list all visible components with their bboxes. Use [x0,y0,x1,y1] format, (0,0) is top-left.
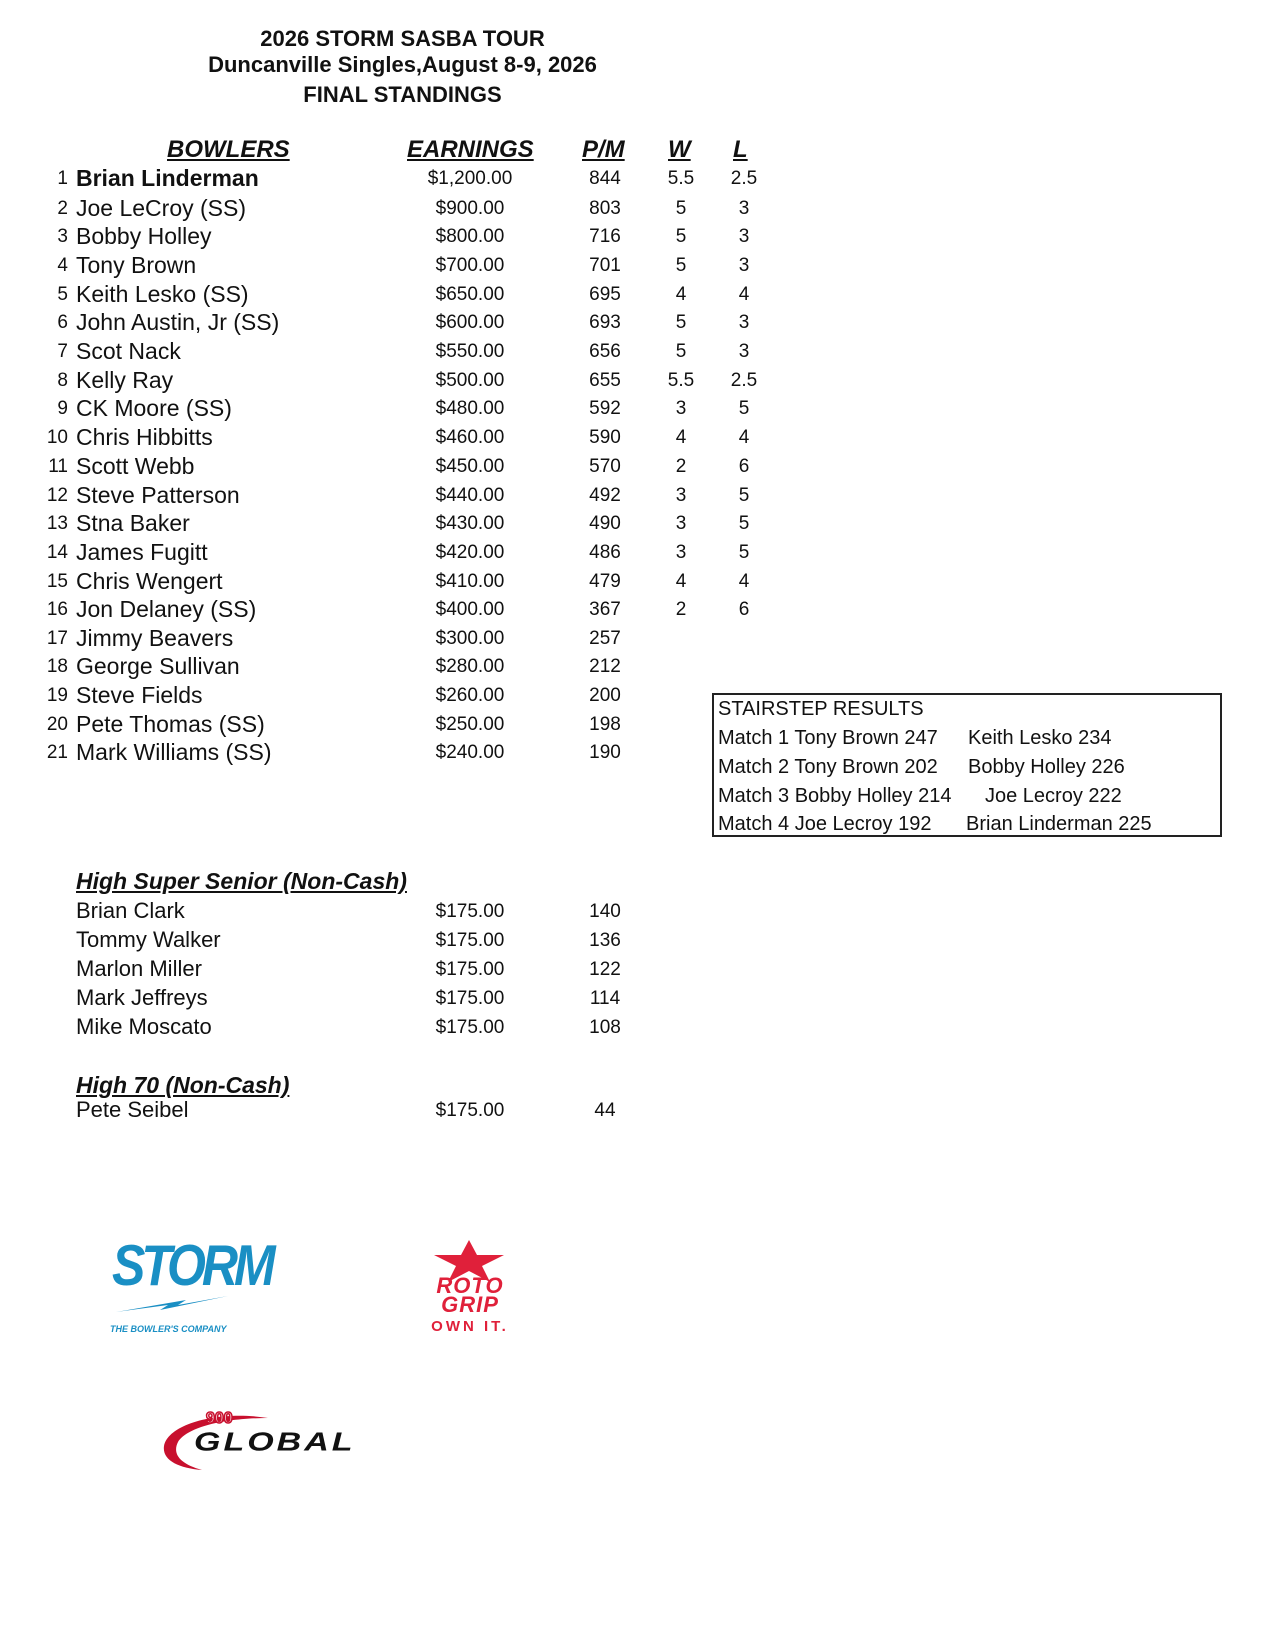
table-row [0,252,800,281]
table-row [0,281,800,310]
bowler-name: Brian Linderman [76,165,259,191]
rank-cell: 10 [46,427,68,448]
bowler-name: Steve Patterson [76,482,240,508]
column-header-bowlers: BOWLERS [167,136,290,163]
pm-cell: 198 [589,714,621,735]
earnings-cell: $500.00 [435,370,505,391]
earnings-cell: $175.00 [435,930,505,951]
losses-cell: 2.5 [730,370,758,391]
losses-cell: 5 [738,485,750,506]
bowler-name: Tony Brown [76,252,197,278]
storm-wordmark: STORM [112,1233,272,1298]
wins-cell: 3 [675,513,687,534]
column-header-w: W [668,136,691,163]
pm-cell: 590 [589,427,621,448]
losses-cell: 5 [738,542,750,563]
rank-cell: 18 [46,656,68,677]
rank-cell: 11 [48,456,68,477]
column-header-pm: P/M [582,136,625,163]
table-row [0,625,800,654]
global-wordmark: GLOBAL [194,1428,356,1457]
earnings-cell: $1,200.00 [427,168,513,189]
earnings-cell: $175.00 [435,959,505,980]
pm-cell: 695 [589,284,621,305]
rotogrip-line2: GRIP [441,1292,499,1317]
wins-cell: 4 [675,571,687,592]
table-row [0,453,800,482]
list-item [0,1097,700,1126]
earnings-cell: $450.00 [435,456,505,477]
global-number: 900 [206,1410,233,1427]
bowler-name: Tommy Walker [76,927,221,952]
match-4-left: Match 4 Joe Lecroy 192 [718,813,932,835]
bowler-name: Jimmy Beavers [76,625,234,651]
table-row [0,711,800,740]
table-row [0,395,800,424]
earnings-cell: $650.00 [435,284,505,305]
losses-cell: 3 [738,226,750,247]
wins-cell: 5 [675,255,687,276]
earnings-cell: $420.00 [435,542,505,563]
wins-cell: 5 [675,341,687,362]
bowler-name: Pete Thomas (SS) [76,711,265,737]
wins-cell: 2 [675,456,687,477]
earnings-cell: $600.00 [435,312,505,333]
pm-cell: 190 [589,742,621,763]
pm-cell: 656 [589,341,621,362]
rank-cell: 9 [57,398,68,419]
losses-cell: 3 [738,255,750,276]
table-row [0,482,800,511]
rank-cell: 3 [57,226,68,247]
pm-cell: 212 [589,656,621,677]
wins-cell: 5 [675,198,687,219]
pm-cell: 122 [589,959,621,980]
rank-cell: 7 [57,341,68,362]
bowler-name: Scott Webb [76,453,195,479]
wins-cell: 2 [675,599,687,620]
bowler-name: Mark Jeffreys [76,985,208,1010]
bowler-name: Scot Nack [76,338,181,364]
bowler-name: Mark Williams (SS) [76,739,272,765]
bowler-name: Bobby Holley [76,223,212,249]
match-4-right: Brian Linderman 225 [966,813,1152,835]
pm-cell: 367 [589,599,621,620]
pm-cell: 803 [589,198,621,219]
pm-cell: 114 [589,988,621,1009]
stairstep-title: STAIRSTEP RESULTS [718,698,924,720]
list-item [0,927,700,956]
earnings-cell: $300.00 [435,628,505,649]
match-1-left: Match 1 Tony Brown 247 [718,727,938,749]
bowler-name: Marlon Miller [76,956,202,981]
list-item [0,956,700,985]
event-subtitle: Duncanville Singles,August 8-9, 2026 [208,52,597,77]
wins-cell: 5.5 [667,370,695,391]
rank-cell: 4 [57,255,68,276]
wins-cell: 4 [675,284,687,305]
bowler-name: Chris Hibbitts [76,424,213,450]
bowler-name: Joe LeCroy (SS) [76,195,247,221]
wins-cell: 3 [675,542,687,563]
match-3-left: Match 3 Bobby Holley 214 [718,785,952,807]
pm-cell: 716 [589,226,621,247]
pm-cell: 592 [589,398,621,419]
table-row [0,424,800,453]
bowler-name: George Sullivan [76,653,240,679]
rank-cell: 19 [46,685,68,706]
bowler-name: Keith Lesko (SS) [76,281,249,307]
rank-cell: 13 [46,513,68,534]
rotogrip-slogan: OWN IT. [431,1318,509,1335]
table-row [0,596,800,625]
bowler-name: Steve Fields [76,682,203,708]
table-row [0,739,800,768]
losses-cell: 5 [738,398,750,419]
losses-cell: 3 [738,341,750,362]
earnings-cell: $400.00 [435,599,505,620]
column-header-earnings: EARNINGS [407,136,534,163]
list-item [0,1014,700,1043]
pm-cell: 486 [589,542,621,563]
pm-cell: 844 [589,168,621,189]
wins-cell: 5 [675,226,687,247]
bowler-name: Stna Baker [76,510,190,536]
bowler-name: Mike Moscato [76,1014,212,1039]
table-row [0,653,800,682]
table-row [0,539,800,568]
losses-cell: 5 [738,513,750,534]
earnings-cell: $175.00 [435,1017,505,1038]
losses-cell: 4 [738,571,750,592]
pm-cell: 490 [589,513,621,534]
pm-cell: 140 [589,901,621,922]
pm-cell: 492 [589,485,621,506]
bowler-name: Brian Clark [76,898,185,923]
table-row [0,309,800,338]
match-3-right: Joe Lecroy 222 [985,785,1122,807]
900-global-logo [158,1410,508,1480]
match-2-left: Match 2 Tony Brown 202 [718,756,938,778]
earnings-cell: $250.00 [435,714,505,735]
rank-cell: 8 [57,370,68,391]
earnings-cell: $900.00 [435,198,505,219]
losses-cell: 2.5 [730,168,758,189]
table-row [0,510,800,539]
pm-cell: 108 [589,1017,621,1038]
storm-logo [108,1232,272,1342]
rank-cell: 21 [46,742,68,763]
earnings-cell: $175.00 [435,1100,505,1121]
earnings-cell: $430.00 [435,513,505,534]
losses-cell: 4 [738,284,750,305]
rank-cell: 1 [57,168,68,189]
bowler-name: John Austin, Jr (SS) [76,309,280,335]
rank-cell: 16 [46,599,68,620]
pm-cell: 479 [589,571,621,592]
pm-cell: 136 [589,930,621,951]
rotogrip-line1: ROTO [436,1273,504,1298]
storm-tagline: THE BOWLER'S COMPANY [110,1324,227,1334]
storm-lightning-icon [116,1294,228,1316]
losses-cell: 6 [738,456,750,477]
wins-cell: 3 [675,485,687,506]
earnings-cell: $480.00 [435,398,505,419]
wins-cell: 3 [675,398,687,419]
earnings-cell: $175.00 [435,988,505,1009]
column-header-l: L [733,136,748,163]
earnings-cell: $800.00 [435,226,505,247]
bowler-name: Jon Delaney (SS) [76,596,257,622]
earnings-cell: $240.00 [435,742,505,763]
table-row [0,223,800,252]
earnings-cell: $440.00 [435,485,505,506]
pm-cell: 44 [594,1100,616,1121]
list-item [0,898,700,927]
rank-cell: 15 [46,571,68,592]
wins-cell: 5 [675,312,687,333]
match-2-right: Bobby Holley 226 [968,756,1125,778]
pm-cell: 701 [589,255,621,276]
bowler-name: Chris Wengert [76,568,223,594]
rank-cell: 14 [46,542,68,563]
high70-heading: High 70 (Non-Cash) [76,1072,290,1098]
table-row [0,338,800,367]
pm-cell: 200 [589,685,621,706]
rank-cell: 17 [46,628,68,649]
standings-heading: FINAL STANDINGS [303,82,502,107]
rank-cell: 2 [57,198,68,219]
losses-cell: 3 [738,312,750,333]
rank-cell: 12 [46,485,68,506]
losses-cell: 6 [738,599,750,620]
rank-cell: 5 [57,284,68,305]
stairstep-results-box [712,693,1222,837]
bowler-name: CK Moore (SS) [76,395,232,421]
rank-cell: 20 [46,714,68,735]
earnings-cell: $460.00 [435,427,505,448]
earnings-cell: $700.00 [435,255,505,276]
pm-cell: 257 [589,628,621,649]
bowler-name: James Fugitt [76,539,208,565]
losses-cell: 3 [738,198,750,219]
earnings-cell: $410.00 [435,571,505,592]
earnings-cell: $260.00 [435,685,505,706]
table-row [0,165,800,194]
bowler-name: Kelly Ray [76,367,174,393]
list-item [0,985,700,1014]
bowler-name: Pete Seibel [76,1097,189,1122]
pm-cell: 693 [589,312,621,333]
earnings-cell: $175.00 [435,901,505,922]
table-row [0,367,800,396]
match-1-right: Keith Lesko 234 [968,727,1112,749]
wins-cell: 4 [675,427,687,448]
table-row [0,682,800,711]
earnings-cell: $550.00 [435,341,505,362]
table-row [0,195,800,224]
rotogrip-logo [400,1240,540,1340]
pm-cell: 655 [589,370,621,391]
earnings-cell: $280.00 [435,656,505,677]
wins-cell: 5.5 [667,168,695,189]
rank-cell: 6 [57,312,68,333]
super-senior-heading: High Super Senior (Non-Cash) [76,868,407,894]
losses-cell: 4 [738,427,750,448]
page-title: 2026 STORM SASBA TOUR [260,26,545,51]
pm-cell: 570 [589,456,621,477]
table-row [0,568,800,597]
